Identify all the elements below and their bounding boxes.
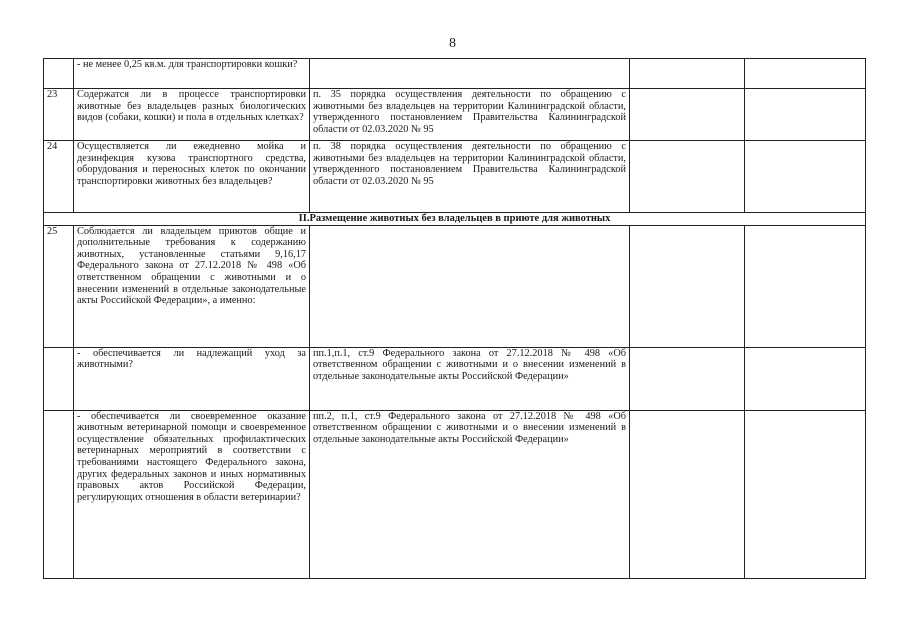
reference-cell: п. 35 порядка осуществления деятельности по обращению с животными без владельцев на территории Калининградской области, утвержденного постановлением Правительства Калининградской области от 02.03.2020 № 95 (310, 89, 630, 141)
table-row (44, 410, 866, 578)
row-number: 24 (44, 141, 74, 213)
note-cell (745, 410, 866, 578)
table-row (44, 59, 866, 89)
row-number: 23 (44, 89, 74, 141)
reference-cell: пп.1,п.1, ст.9 Федерального закона от 27.12.2018 № 498 «Об ответственном обращении с животными и о внесении изменений в отдельные законодательные акты Российской Федерации» (310, 347, 630, 410)
question-cell: Содержатся ли в процессе транспортировки животные без владельцев разных биологических видов (собаки, кошки) и пола в отдельных клетках? (74, 89, 310, 141)
table-row (44, 141, 866, 213)
section-row (44, 213, 866, 226)
table-row (44, 89, 866, 141)
reference-cell: п. 38 порядка осуществления деятельности по обращению с животными без владельцев на территории Калининградской области, утвержденного постановлением Правительства Калининградской области от 02.03.2020 № 95 (310, 141, 630, 213)
checklist-table (43, 58, 866, 579)
question-cell: Осуществляется ли ежедневно мойка и дезинфекция кузова транспортного средства, оборудования и переносных клеток по окончании транспортировки животных без владельцев? (74, 141, 310, 213)
note-cell (745, 89, 866, 141)
reference-cell: пп.2, п.1, ст.9 Федерального закона от 27.12.2018 № 498 «Об ответственном обращении с животными и о внесении изменений в отдельные законодательные акты Российской Федерации» (310, 410, 630, 578)
reference-cell (310, 225, 630, 347)
question-cell: Соблюдается ли владельцем приютов общие и дополнительные требования к содержанию животных, установленные статьями 9,16,17 Федерального закона от 27.12.2018 № 498 «Об ответственном обращении с животными и о внесении изменений в отдельные законодательные акты Российской Федерации», а именно: (74, 225, 310, 347)
note-cell (745, 59, 866, 89)
row-number: 25 (44, 225, 74, 347)
table-row (44, 347, 866, 410)
note-cell (745, 347, 866, 410)
row-number (44, 59, 74, 89)
row-number (44, 410, 74, 578)
answer-cell (630, 410, 745, 578)
table-row (44, 225, 866, 347)
row-number (44, 347, 74, 410)
answer-cell (630, 141, 745, 213)
question-cell: - обеспечивается ли надлежащий уход за животными? (74, 347, 310, 410)
note-cell (745, 225, 866, 347)
page-number: 8 (449, 36, 456, 51)
note-cell (745, 141, 866, 213)
answer-cell (630, 347, 745, 410)
section-title: II.Размещение животных без владельцев в приюте для животных (44, 213, 866, 226)
answer-cell (630, 89, 745, 141)
answer-cell (630, 59, 745, 89)
question-cell: - обеспечивается ли своевременное оказание животным ветеринарной помощи и своевременное осуществление обязательных профилактических ветеринарных мероприятий в соответствии с требованиями настоящего Федерального закона, других федеральных законов и иных нормативных правовых актов Российской Федерации, регулирующих отношения в области ветеринарии? (74, 410, 310, 578)
reference-cell (310, 59, 630, 89)
question-cell: - не менее 0,25 кв.м. для транспортировки кошки? (74, 59, 310, 89)
answer-cell (630, 225, 745, 347)
